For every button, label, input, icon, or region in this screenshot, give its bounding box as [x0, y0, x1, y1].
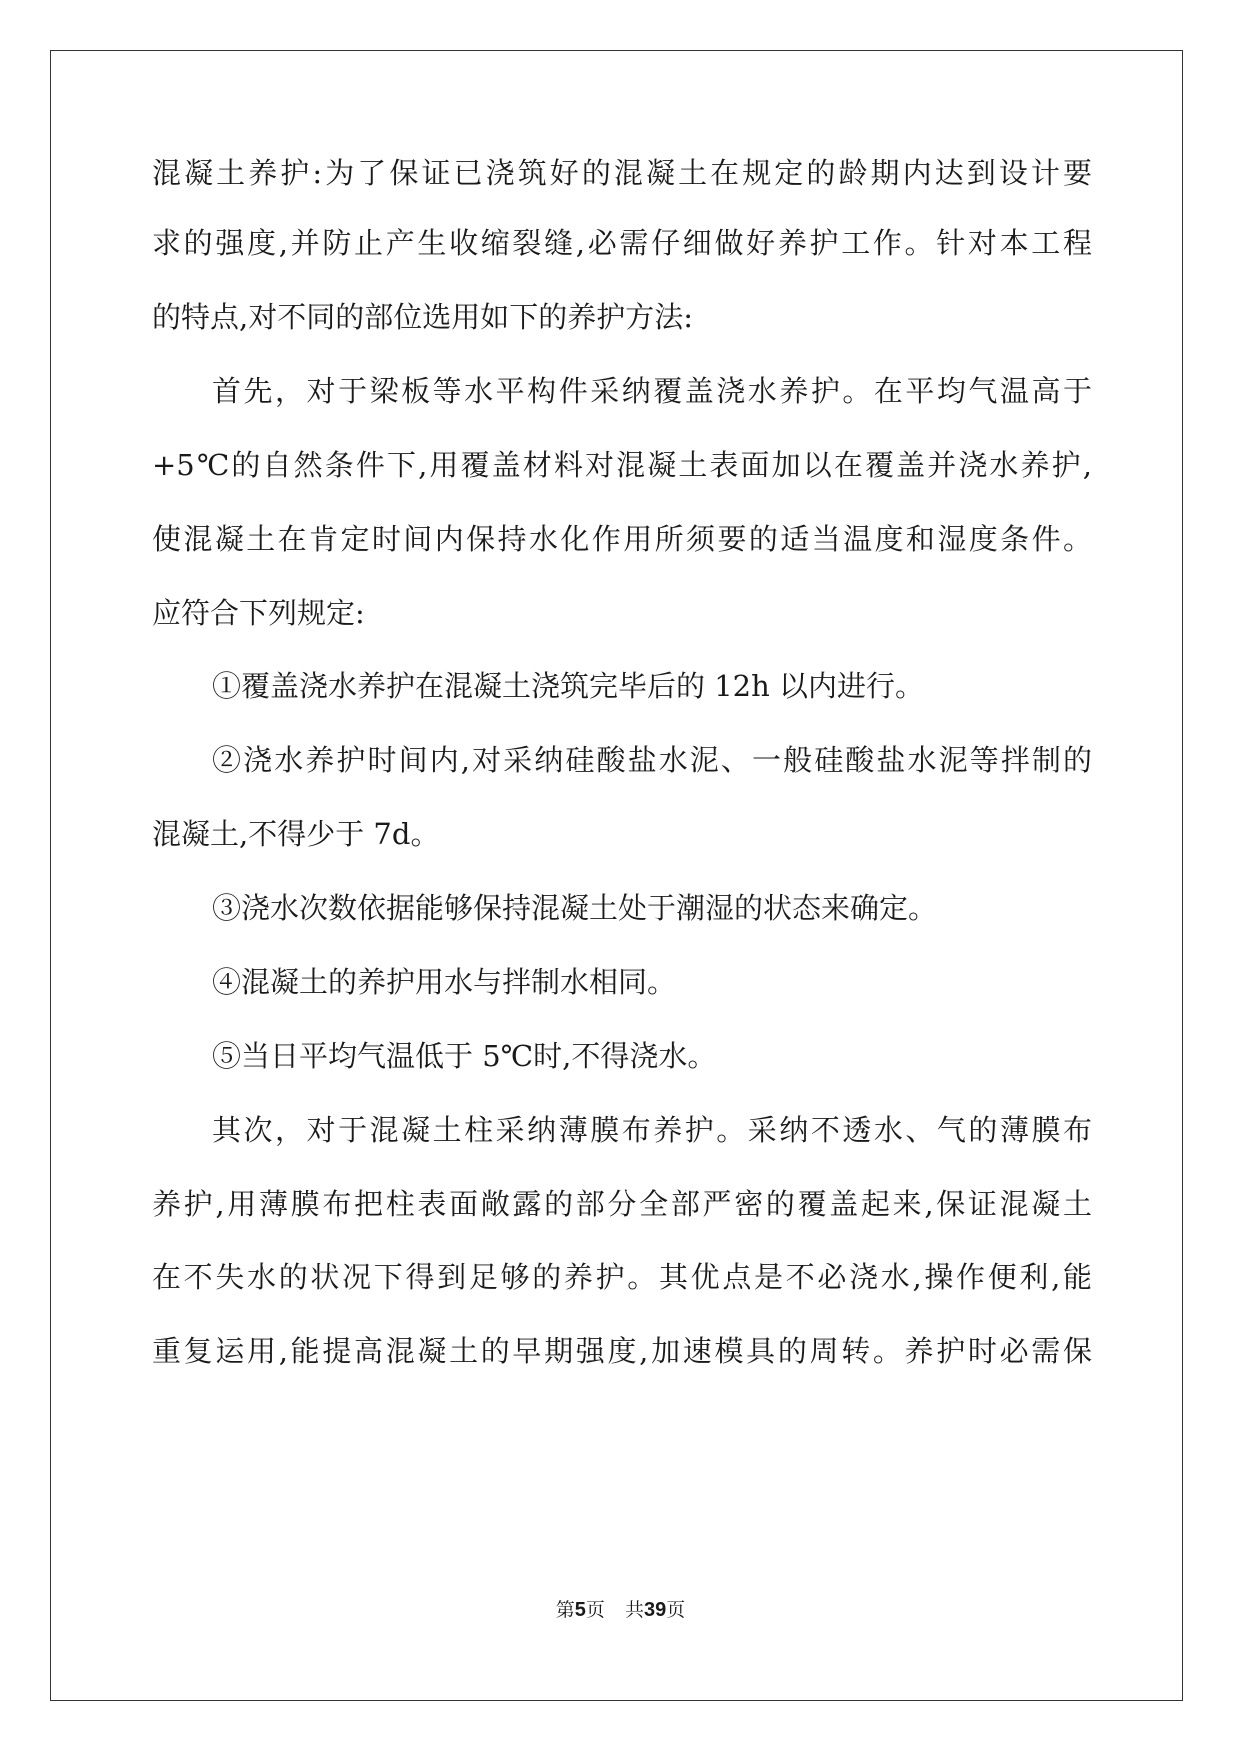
- text-line: 首先，对于梁板等水平构件采纳覆盖浇水养护。在平均气温高于: [212, 374, 1092, 408]
- page-suffix: 页: [585, 1599, 605, 1621]
- text-line: ②浇水养护时间内,对采纳硅酸盐水泥、一般硅酸盐水泥等拌制的: [212, 743, 1092, 777]
- page-footer: [0, 1598, 1241, 1622]
- text-line: 在不失水的状况下得到足够的养护。其优点是不必浇水,操作便利,能: [152, 1260, 1092, 1294]
- text-line: 求的强度,并防止产生收缩裂缝,必需仔细做好养护工作。针对本工程: [152, 226, 1092, 260]
- text-line: ③浇水次数依据能够保持混凝土处于潮湿的状态来确定。: [212, 891, 938, 925]
- text-line: 养护,用薄膜布把柱表面敞露的部分全部严密的覆盖起来,保证混凝土: [152, 1187, 1092, 1221]
- text-line: +5℃的自然条件下,用覆盖材料对混凝土表面加以在覆盖并浇水养护,: [152, 448, 1092, 482]
- text-line: 其次，对于混凝土柱采纳薄膜布养护。采纳不透水、气的薄膜布: [212, 1113, 1092, 1147]
- text-line: 应符合下列规定:: [152, 596, 365, 630]
- total-prefix: 共: [624, 1599, 644, 1621]
- text-line: 混凝土,不得少于 7d。: [152, 817, 440, 851]
- text-line: 混凝土养护:为了保证已浇筑好的混凝土在规定的龄期内达到设计要: [152, 156, 1092, 190]
- text-line: 重复运用,能提高混凝土的早期强度,加速模具的周转。养护时必需保: [152, 1334, 1092, 1368]
- total-suffix: 页: [666, 1599, 686, 1621]
- text-line: ④混凝土的养护用水与拌制水相同。: [212, 965, 677, 999]
- total-pages: 39: [643, 1599, 667, 1621]
- text-line: ①覆盖浇水养护在混凝土浇筑完毕后的 12h 以内进行。: [212, 669, 925, 703]
- page-number: 5: [574, 1599, 586, 1621]
- text-line: ⑤当日平均气温低于 5℃时,不得浇水。: [212, 1039, 717, 1073]
- text-line: 的特点,对不同的部位选用如下的养护方法:: [152, 300, 693, 334]
- text-line: 使混凝土在肯定时间内保持水化作用所须要的适当温度和湿度条件。: [152, 522, 1092, 556]
- page-prefix: 第: [555, 1599, 575, 1621]
